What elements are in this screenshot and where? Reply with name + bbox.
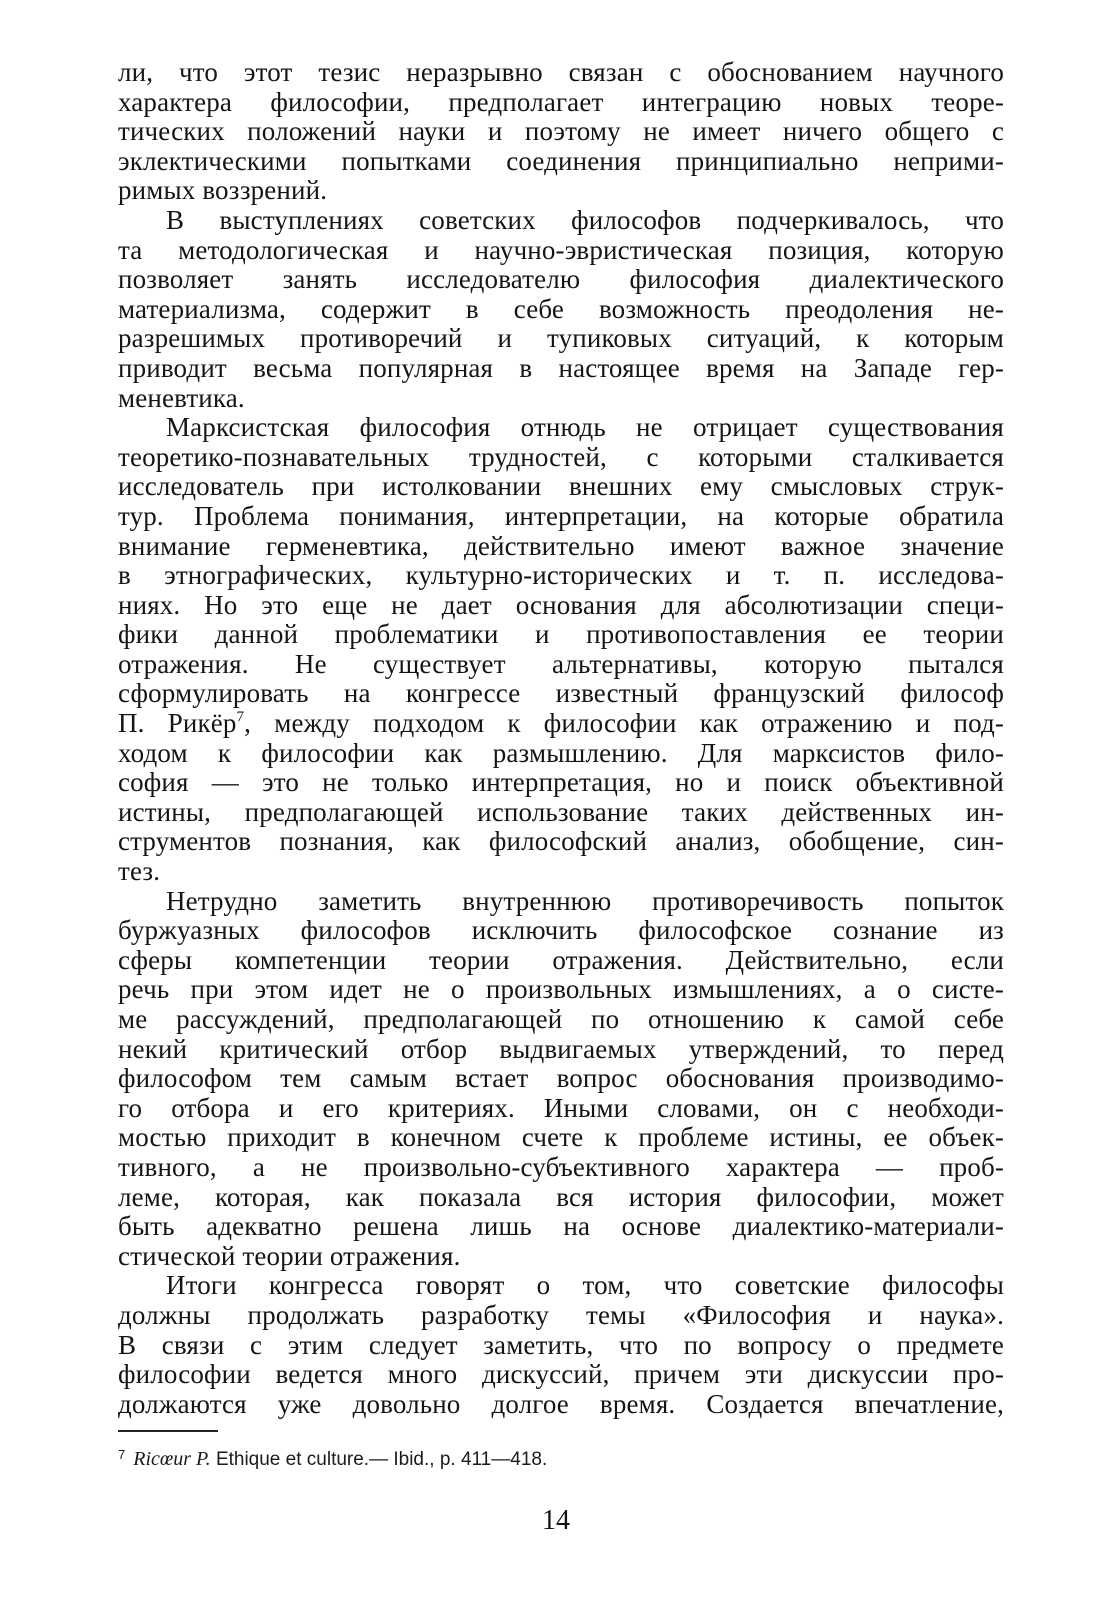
paragraph	[118, 413, 1004, 887]
page-number: 14	[542, 1505, 570, 1536]
text-line: тических положений науки и поэтому не имеет ничего общего с	[118, 116, 1004, 147]
text-line: разрешимых противоречий и тупиковых ситуаций, к которым	[118, 323, 1004, 354]
text-line: мостью приходит в конечном счете к проблеме истины, ее объек-	[118, 1122, 1004, 1153]
footnote-text: Ethique et culture.— Ibid., p. 411—418.	[215, 1449, 548, 1470]
text-line: материализма, содержит в себе возможность преодоления не-	[118, 293, 1004, 324]
text-line: в этнографических, культурно-исторических и т. п. исследова-	[118, 560, 1004, 591]
footnote-divider	[118, 1430, 218, 1432]
text-line: меневтика.	[118, 382, 245, 413]
footnote-author: Ricœur P.	[133, 1448, 211, 1470]
text-line: П. Рикёр$^7$, между подходом к философии как отражению и под-	[118, 708, 1004, 739]
text-line: теоретико-познавательных трудностей, с которыми сталкивается	[118, 441, 1004, 472]
text-line: должны продолжать разработку темы «Философия и наука».	[118, 1299, 1004, 1330]
text-line: тивного, а не произвольно-субъективного характера — проб-	[118, 1151, 1004, 1182]
body-text	[118, 58, 1004, 1419]
text-line: струментов познания, как философский анализ, обобщение, син-	[118, 826, 1004, 857]
text-line: сформулировать на конгрессе известный французский философ	[118, 678, 1004, 709]
text-line: тур. Проблема понимания, интерпретации, на которые обратила	[118, 500, 1004, 531]
text-line: Марксистская философия отнюдь не отрицает существования	[166, 412, 1004, 443]
text-line: ли, что этот тезис неразрывно связан с обоснованием научного	[118, 57, 1004, 87]
paragraph	[118, 1271, 1004, 1419]
text-line: та методологическая и научно-эвристическая позиция, которую	[118, 234, 1004, 265]
text-line: некий критический отбор выдвигаемых утверждений, то перед	[118, 1033, 1004, 1064]
text-line: фики данной проблематики и противопоставления ее теории	[118, 619, 1004, 650]
footnote-reference: 7	[236, 709, 245, 726]
text-line: исследователь при истолковании внешних ему смысловых струк-	[118, 471, 1004, 502]
text-line: быть адекватно решена лишь на основе диалектико-материали-	[118, 1211, 1004, 1242]
text-line: речь при этом идет не о произвольных измышлениях, а о систе-	[118, 974, 1004, 1005]
text-line: го отбора и его критериях. Иными словами, он с необходи-	[118, 1092, 1004, 1123]
text-line: Нетрудно заметить внутреннюю противоречивость попыток	[166, 885, 1004, 916]
footnote	[118, 1443, 547, 1472]
text-line: леме, которая, как показала вся история философии, может	[118, 1181, 1004, 1212]
paragraph	[118, 58, 1004, 206]
paragraph	[118, 887, 1004, 1272]
text-line: стической теории отражения.	[118, 1240, 461, 1271]
text-line: ме рассуждений, предполагающей по отношению к самой себе	[118, 1004, 1004, 1034]
text-line: ниях. Но это еще не дает основания для абсолютизации специ-	[118, 589, 1004, 620]
text-line: отражения. Не существует альтернативы, которую пытался	[118, 648, 1004, 679]
text-line: философом тем самым встает вопрос обоснования производимо-	[118, 1063, 1004, 1094]
text-line: позволяет занять исследователю философия диалектического	[118, 264, 1004, 295]
text-line: должаются уже довольно долгое время. Создается впечатление,	[118, 1388, 1004, 1419]
text-line: Итоги конгресса говорят о том, что советские философы	[166, 1270, 1004, 1301]
text-line: тез.	[118, 856, 161, 887]
text-line: буржуазных философов исключить философское сознание из	[118, 915, 1004, 946]
text-line: эклектическими попытками соединения принципиально неприми-	[118, 145, 1004, 176]
footnote-mark: 7	[118, 1447, 126, 1462]
text-line: внимание герменевтика, действительно имеют важное значение	[118, 530, 1004, 561]
text-line: ходом к философии как размышлению. Для марксистов фило-	[118, 737, 1004, 768]
text-line: истины, предполагающей использование таких действенных ин-	[118, 796, 1004, 827]
text-line: философии ведется много дискуссий, причем эти дискуссии про-	[118, 1359, 1004, 1390]
paragraph	[118, 206, 1004, 413]
text-line: римых воззрений.	[118, 175, 328, 206]
text-line: В связи с этим следует заметить, что по вопросу о предмете	[118, 1329, 1004, 1360]
text-line: сферы компетенции теории отражения. Действительно, если	[118, 944, 1004, 975]
text-line: софия — это не только интерпретация, но и поиск объективной	[118, 767, 1004, 798]
text-line: характера философии, предполагает интеграцию новых теоре-	[118, 86, 1004, 117]
text-line: приводит весьма популярная в настоящее время на Западе гер-	[118, 352, 1004, 383]
text-line: В выступлениях советских философов подчеркивалось, что	[166, 204, 1004, 235]
